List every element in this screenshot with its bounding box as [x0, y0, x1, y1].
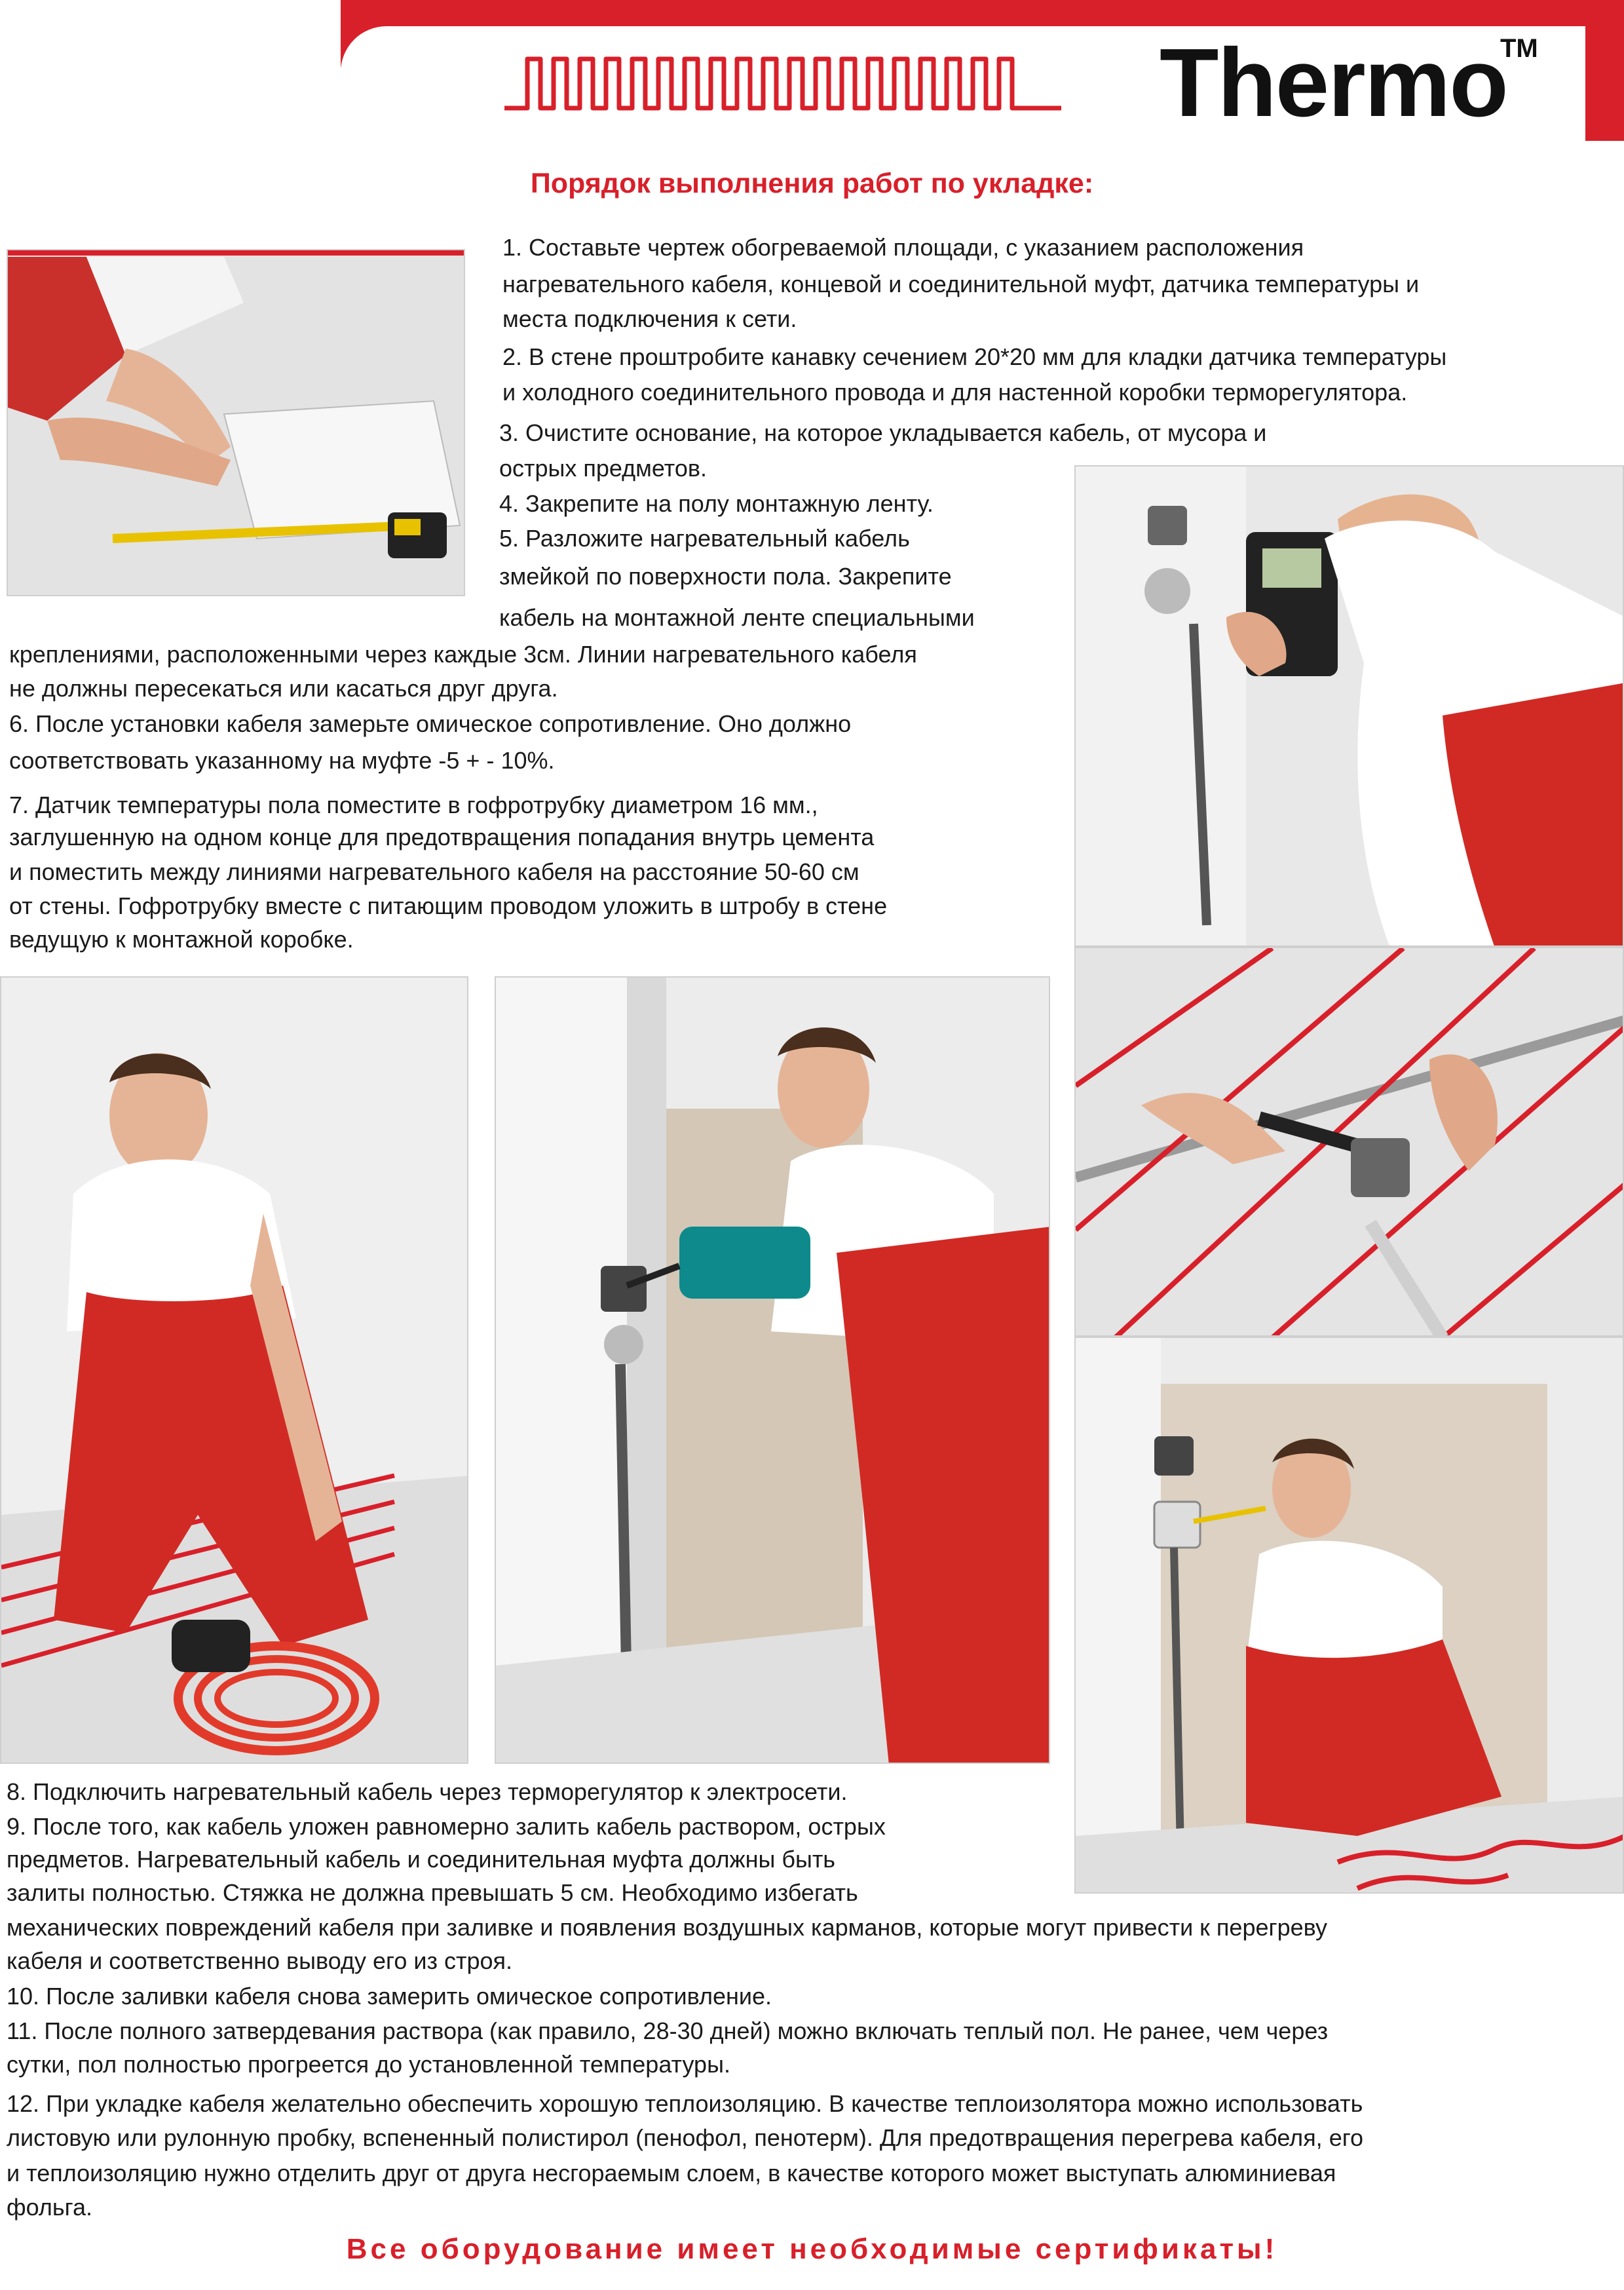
step-9-line-1: 9. После того, как кабель уложен равномерно залить кабель раствором, острых: [7, 1813, 886, 1840]
step-7-line-3: и поместить между линиями нагревательного кабеля на расстояние 50-60 см: [9, 858, 859, 885]
step-1-line-1: 1. Составьте чертеж обогреваемой площади, с указанием расположения: [502, 234, 1304, 261]
step-6-line-1: 6. После установки кабеля замерьте омическое сопротивление. Оно должно: [9, 710, 852, 737]
step-5-line-2: змейкой по поверхности пола. Закрепите: [499, 563, 952, 590]
step-3-line-2: острых предметов.: [499, 455, 707, 482]
step-12-line-2: листовую или рулонную пробку, вспененный полистирол (пенофол, пенотерм). Для предотвращения перегрева кабеля, его: [7, 2124, 1364, 2151]
step-1-line-2: нагревательного кабеля, концевой и соединительной муфт, датчика температуры и: [502, 271, 1420, 297]
trademark: TM: [1500, 34, 1538, 63]
step-12-line-1: 12. При укладке кабеля желательно обеспечить хорошую теплоизоляцию. В качестве теплоизолятора можно использовать: [7, 2090, 1363, 2117]
step-3-line-1: 3. Очистите основание, на которое укладывается кабель, от мусора и: [499, 419, 1267, 446]
brand-name: Thermo: [1160, 29, 1507, 137]
photo-laying-cable: [0, 976, 468, 1764]
step-9-line-2: предметов. Нагревательный кабель и соединительная муфта должны быть: [7, 1846, 836, 1873]
certificate-note: Все оборудование имеет необходимые сертификаты!: [346, 2233, 1278, 2265]
photo-drawing-plan: [7, 249, 465, 596]
photo-connecting-thermostat: [1074, 1337, 1624, 1894]
step-9-line-4: механических повреждений кабеля при заливке и появления воздушных карманов, которые могут привести к перегреву: [7, 1914, 1327, 1941]
photo-drilling-groove: [495, 976, 1050, 1764]
step-8: 8. Подключить нагревательный кабель через терморегулятор к электросети.: [7, 1778, 848, 1805]
step-11-line-2: сутки, пол полностью прогреется до установленной температуры.: [7, 2051, 730, 2078]
step-2-line-1: 2. В стене проштробите канавку сечением 20*20 мм для кладки датчика температуры: [502, 343, 1447, 370]
photo-fixing-tape: [1074, 947, 1624, 1337]
step-5-line-1: 5. Разложите нагревательный кабель: [499, 525, 910, 552]
photo-resistance-measurement: [1074, 465, 1624, 947]
step-7-line-2: заглушенную на одном конце для предотвращения попадания внутрь цемента: [9, 824, 875, 850]
step-7-line-1: 7. Датчик температуры пола поместите в гофротрубку диаметром 16 мм.,: [9, 792, 818, 818]
step-9-line-3: залиты полностью. Стяжка не должна превышать 5 см. Необходимо избегать: [7, 1879, 858, 1906]
step-10: 10. После заливки кабеля снова замерить омическое сопротивление.: [7, 1983, 772, 2010]
step-5-line-3: кабель на монтажной ленте специальными: [499, 604, 975, 631]
page-title: Порядок выполнения работ по укладке:: [530, 168, 1094, 199]
step-7-line-4: от стены. Гофротрубку вместе с питающим проводом уложить в штробу в стене: [9, 892, 888, 919]
step-5-line-4: креплениями, расположенными через каждые 3см. Линии нагревательного кабеля: [9, 641, 917, 668]
step-2-line-2: и холодного соединительного провода и для настенной коробки терморегулятора.: [502, 379, 1408, 406]
step-6-line-2: соответствовать указанному на муфте -5 + - 10%.: [9, 747, 555, 774]
step-4: 4. Закрепите на полу монтажную ленту.: [499, 490, 934, 517]
heating-cable-wave-icon: [501, 46, 1065, 118]
step-9-line-5: кабеля и соответственно выводу его из строя.: [7, 1947, 512, 1974]
step-12-line-4: фольга.: [7, 2194, 92, 2221]
step-12-line-3: и теплоизоляцию нужно отделить друг от друга несгораемым слоем, в качестве которого может выступать алюминиевая: [7, 2160, 1336, 2186]
step-11-line-1: 11. После полного затвердевания раствора (как правило, 28-30 дней) можно включать теплый пол. Не ранее, чем через: [7, 2017, 1329, 2044]
step-1-line-3: места подключения к сети.: [502, 305, 797, 332]
step-5-line-5: не должны пересекаться или касаться друг друга.: [9, 675, 558, 702]
step-7-line-5: ведущую к монтажной коробке.: [9, 926, 354, 953]
